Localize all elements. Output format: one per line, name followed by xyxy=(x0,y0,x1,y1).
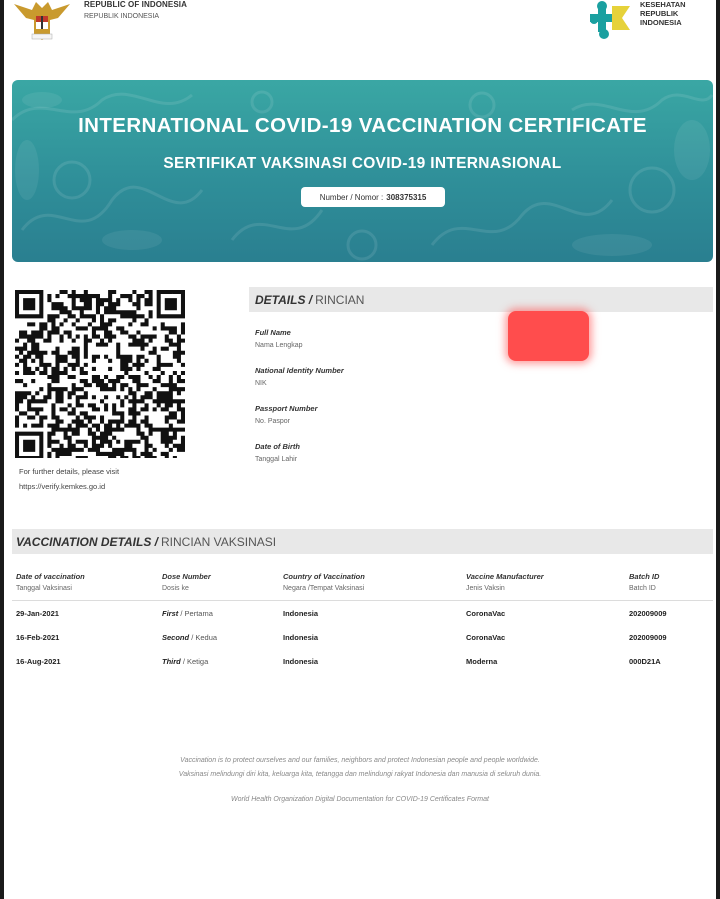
column-header-batch xyxy=(629,572,659,592)
field-sublabel: Tanggal Lahir xyxy=(255,456,298,463)
cell-batch: 202009009 xyxy=(629,609,667,618)
field-sublabel: NIK xyxy=(255,380,267,387)
qr-modules xyxy=(15,290,185,458)
table-divider xyxy=(12,600,713,601)
field-label: Date of Birth xyxy=(255,442,300,451)
garuda-emblem-icon xyxy=(12,0,72,42)
field-label: National Identity Number xyxy=(255,366,344,375)
footer-note-en: Vaccination is to protect ourselves and our families, neighbors and protect Indonesian people and people worldwide. xyxy=(180,757,540,764)
column-label: Vaccine Manufacturer xyxy=(466,572,544,581)
dob-field xyxy=(255,442,300,463)
footer-note-id: Vaksinasi melindungi diri kita, keluarga kita, tetangga dan melindungi rakyat Indonesia dan manusia di seluruh dunia. xyxy=(178,771,542,778)
field-label: Full Name xyxy=(255,328,291,337)
right-edge xyxy=(716,0,720,899)
cell-batch: 202009009 xyxy=(629,633,667,642)
nik-field xyxy=(255,366,344,387)
certificate-number-value: 308375315 xyxy=(386,192,427,202)
cell-vaccine: Moderna xyxy=(466,657,498,666)
certificate-number-label: Number / Nomor : xyxy=(319,192,384,202)
field-sublabel: Nama Lengkap xyxy=(255,342,303,349)
certificate-number-badge xyxy=(301,187,445,207)
vaccination-title-id: RINCIAN VAKSINASI xyxy=(161,534,277,549)
cell-dose xyxy=(162,609,213,618)
verify-note xyxy=(19,464,119,494)
column-sublabel: Negara /Tempat Vaksinasi xyxy=(283,585,365,592)
column-label: Batch ID xyxy=(629,572,660,581)
government-name-id: REPUBLIK INDONESIA xyxy=(84,13,160,20)
kemenkes-logo-icon xyxy=(582,0,638,40)
vaccination-title: VACCINATION DETAILS / xyxy=(16,534,158,549)
cell-dose xyxy=(162,633,217,642)
certificate-title-en: INTERNATIONAL COVID-19 VACCINATION CERTIFICATE xyxy=(78,114,647,137)
dose-number-id: / Ketiga xyxy=(182,657,209,666)
dose-number: First xyxy=(162,609,179,618)
passport-field xyxy=(255,404,318,425)
column-header-country xyxy=(283,572,365,592)
column-sublabel: Batch ID xyxy=(629,585,656,592)
ministry-line: REPUBLIK xyxy=(640,9,679,18)
details-title-id: RINCIAN xyxy=(315,292,365,307)
column-header-vaccine xyxy=(466,572,544,592)
column-label: Date of vaccination xyxy=(16,572,85,581)
cell-dose xyxy=(162,657,208,666)
column-label: Country of Vaccination xyxy=(283,572,365,581)
column-header-date xyxy=(16,572,85,592)
dose-number-id: / Pertama xyxy=(180,609,213,618)
column-label: Dose Number xyxy=(162,572,211,581)
government-name-en: REPUBLIC OF INDONESIA xyxy=(84,0,187,9)
column-sublabel: Dosis ke xyxy=(162,585,189,592)
ministry-line: INDONESIA xyxy=(640,18,682,27)
verify-link[interactable]: https://verify.kemkes.go.id xyxy=(19,482,106,491)
vaccination-section-header xyxy=(12,529,713,554)
cell-batch: 000D21A xyxy=(629,657,661,666)
field-sublabel: No. Paspor xyxy=(255,418,291,425)
full-name-field xyxy=(255,328,302,349)
verify-note-text: For further details, please visit xyxy=(19,467,120,476)
dose-number-id: / Kedua xyxy=(191,633,218,642)
ministry-line: KESEHATAN xyxy=(640,0,686,9)
dose-number: Third xyxy=(162,657,181,666)
column-sublabel: Tanggal Vaksinasi xyxy=(16,585,72,592)
footer-who-note: World Health Organization Digital Documentation for COVID-19 Certificates Format xyxy=(231,796,489,803)
details-section-header xyxy=(249,287,713,312)
cell-date: 16-Feb-2021 xyxy=(16,633,60,642)
left-edge xyxy=(0,0,4,899)
cell-country: Indonesia xyxy=(283,609,319,618)
field-label: Passport Number xyxy=(255,404,318,413)
column-header-dose xyxy=(162,572,211,592)
column-sublabel: Jenis Vaksin xyxy=(466,585,505,592)
dose-number: Second xyxy=(162,633,190,642)
cell-vaccine: CoronaVac xyxy=(466,633,506,642)
details-title: DETAILS / xyxy=(255,292,313,307)
qr-code[interactable] xyxy=(15,290,185,458)
certificate-title-id: SERTIFIKAT VAKSINASI COVID-19 INTERNASIONAL xyxy=(163,155,562,172)
name-redaction xyxy=(508,311,589,361)
cell-country: Indonesia xyxy=(283,657,319,666)
cell-date: 29-Jan-2021 xyxy=(16,609,59,618)
ministry-name xyxy=(640,0,686,27)
cell-vaccine: CoronaVac xyxy=(466,609,506,618)
cell-country: Indonesia xyxy=(283,633,319,642)
cell-date: 16-Aug-2021 xyxy=(16,657,61,666)
certificate-banner xyxy=(12,80,713,262)
